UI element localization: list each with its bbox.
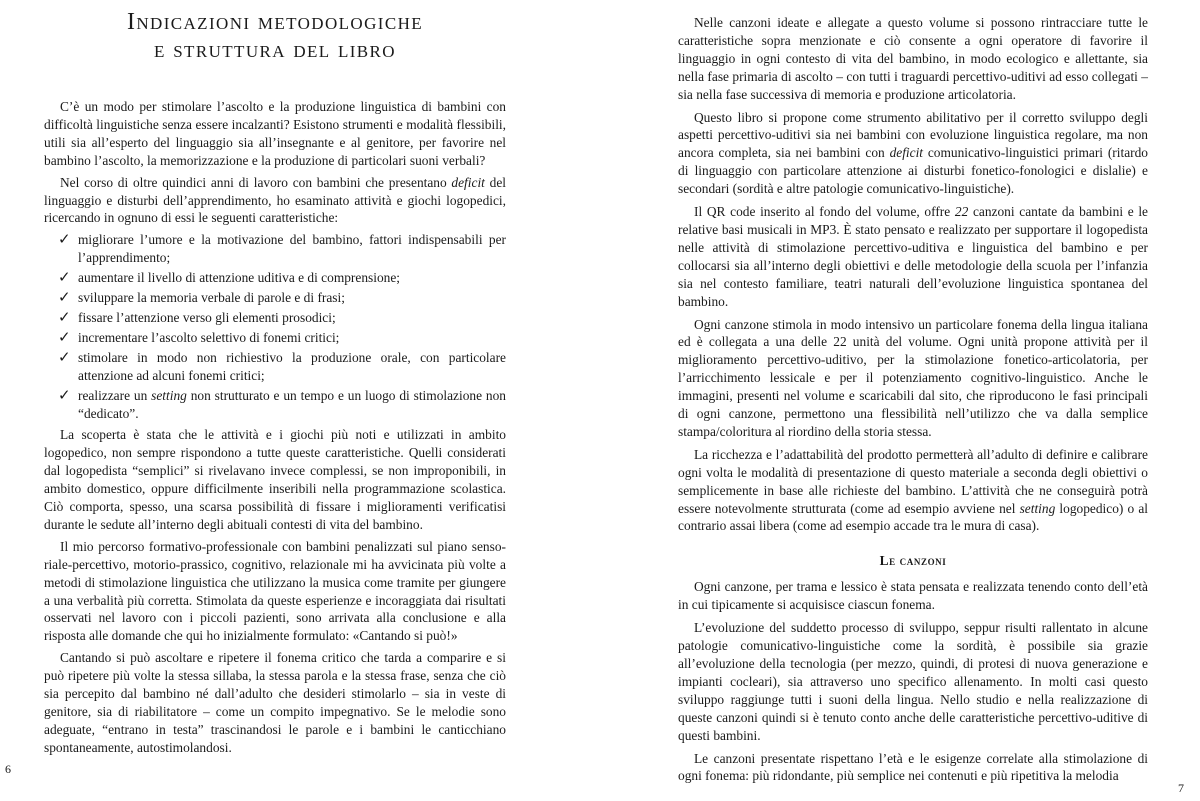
paragraph: Ogni canzone, per trama e lessico è stata pensata e realizzata tenendo conto dell’età in cui tipicamente si acquisisce ciascun fonema.	[678, 579, 1148, 613]
paragraph: La ricchezza e l’adattabilità del prodotto permetterà all’adulto di definire e calibrare ogni volta le modalità di presentazione di questo materiale a seconda degli obiettivi o semplicemente in base alle richieste del bambino. L’attività che ne conseguirà potrà essere notevolmente strutturata (come ad esempio avviene nel setting logopedico) o al contrario assai libera (come ad esempio accade tra le mura di casa).	[678, 446, 1148, 534]
checkmark-icon: ✓	[58, 288, 71, 307]
checkmark-icon: ✓	[58, 307, 71, 326]
checkmark-icon: ✓	[58, 385, 71, 404]
paragraph: Il mio percorso formativo-professionale con bambini penalizzati sul piano senso-riale-percettivo, motorio-prassico, cognitivo, relazionale mi ha avvicinata più volte a metodi di stimolazione linguistica che utilizzano la musica come tramite per giungere a una verbalità più corretta. Stimolata da queste esperienze e incoraggiata dai risultati osservati nel lavoro con i piccoli pazienti, sono arrivata alla conclusione e alla risposta alle domande che qui ho inizialmente formulato: «Cantando si può!»	[44, 538, 506, 644]
checkmark-icon: ✓	[58, 268, 71, 287]
checklist	[44, 231, 506, 422]
paragraph: Le canzoni presentate rispettano l’età e le esigenze correlate alla stimolazione di ogni fonema: più ridondante, più semplice nei contenuti e più ripetitiva la melodia	[678, 750, 1148, 784]
checklist-item: ✓ migliorare l’umore e la motivazione del bambino, fattori indispensabili per l’apprendimento;	[58, 230, 506, 266]
paragraph: Ogni canzone stimola in modo intensivo un particolare fonema della lingua italiana ed è collegata a una delle 22 unità del volume. Ogni unità propone attività per il miglioramento percettivo-uditivo, per la stimolazione fonetico-articolatoria, per l’arricchimento lessicale e per il potenziamento cognitivo-linguistico. Anche le immagini, presenti nel volume e scaricabili dal sito, che riproducono le fasi principali di ogni canzone, permettono una flessibilità nell’utilizzo che va dalla semplice stampa/coloritura al riordino della storia stessa.	[678, 316, 1148, 439]
checklist-item: ✓ fissare l’attenzione verso gli elementi prosodici;	[58, 307, 336, 326]
paragraph: Nel corso di oltre quindici anni di lavoro con bambini che presentano deficit del linguaggio e disturbi dell’apprendimento, ho esaminato attività e giochi logopedici, ricercando in ognuno di essi le seguenti caratteristiche:	[44, 174, 506, 226]
emphasis: 22	[954, 204, 969, 220]
checklist-item: ✓ aumentare il livello di attenzione uditiva e di comprensione;	[58, 268, 401, 287]
left-page-body	[44, 98, 506, 757]
chapter-title	[44, 8, 506, 64]
section-heading: Le canzoni	[879, 553, 947, 569]
paragraph: Cantando si può ascoltare e ripetere il fonema critico che tarda a comparire e si può ripetere più volte la stessa sillaba, la stessa parola e la stessa frase, senza che ciò sia percepito dal bambino né dall’adulto che desideri stimolarlo – sia in veste di genitore, sia di riabilitatore – come un compito impegnativo. Se le melodie sono adeguate, “entrano in testa” trascinandosi le parole e i bambini le canticchiano spontaneamente, autostimolandosi.	[44, 650, 506, 755]
paragraph: La scoperta è stata che le attività e i giochi più noti e utilizzati in ambito logopedico, non sempre rispondono a tutte queste caratteristiche. Quelli considerati dal logopedista “semplici” si rivelavano invece complessi, se non improponibili, in ambito domestico, oppure difficilmente inseribili nella programmazione scolastica. Ciò comporta, spesso, una scarsa possibilità di fissare i miglioramenti verificatisi durante le sedute all’interno degli abituali contesti di vita del bambino.	[44, 427, 506, 532]
chapter-title-line-1: Indicazioni metodologiche	[126, 9, 424, 35]
page-number-right: 7	[1178, 781, 1184, 795]
left-page	[44, 0, 506, 757]
paragraph: L’evoluzione del suddetto processo di sviluppo, seppur risulti rallentato in alcune patologie comunicativo-linguistiche come la sordità, è possibile sia grazie all’evoluzione della tecnologia (per mezzo, quindi, di protesi di nuova generazione e impianti cocleari), sia attraverso uno specifico allenamento. In molti casi questo sviluppo raggiunge tutti i suoni della lingua. Nello studio e nella realizzazione di queste canzoni quindi si è tenuto conto anche delle caratteristiche percettivo-uditive di questi bambini.	[678, 620, 1148, 743]
checklist-item: ✓ sviluppare la memoria verbale di parole e di frasi;	[58, 288, 345, 307]
paragraph: Il QR code inserito al fondo del volume, offre 22 canzoni cantate da bambini e le relative basi musicali in MP3. È stato pensato e realizzato per supportare il logopedista nelle attività di stimolazione percettivo-uditiva e linguistica del bambino e per collocarsi sia all’interno degli obiettivi e delle metodologie della scuola per l’infanzia sia nel contesto familiare, teatri naturali dell’evoluzione linguistica spontanea del bambino.	[678, 204, 1149, 309]
paragraph: Nelle canzoni ideate e allegate a questo volume si possono rintracciare tutte le caratteristiche sopra menzionate e ciò consente a ogni operatore di favorire il linguaggio in ogni contesto di vita del bambino, in modo ecologico e allettante, sia nella fase primaria di ascolto – con tutti i traguardi percettivo-uditivi ad esso collegati – sia nella fase successiva di memoria e produzione articolatoria.	[678, 15, 1148, 102]
emphasis: setting	[1019, 500, 1056, 516]
emphasis: deficit	[889, 145, 924, 161]
checklist-item: ✓ incrementare l’ascolto selettivo di fonemi critici;	[58, 327, 340, 346]
checkmark-icon: ✓	[58, 230, 71, 249]
checkmark-icon: ✓	[58, 327, 71, 346]
checklist-item: ✓ stimolare in modo non richiestivo la produzione orale, con particolare attenzione ad alcuni fonemi critici;	[58, 347, 506, 383]
right-page	[678, 14, 1148, 785]
checkmark-icon: ✓	[58, 347, 71, 366]
checklist-item: ✓ realizzare un setting non strutturato e un tempo e un luogo di stimolazione non “dedicato”.	[58, 385, 506, 421]
emphasis: setting	[151, 387, 187, 403]
paragraph: Questo libro si propone come strumento abilitativo per il corretto sviluppo degli aspetti percettivo-uditivi sia nei bambini con evoluzione linguistica regolare, ma non ancora completa, sia nei bambini con deficit comunicativo-linguistici primari (ritardo di linguaggio con particolare attenzione ai disturbi fonetico-fonologici e dislalie) e secondari (sordità e altre patologie comunicativo-linguistiche).	[678, 109, 1148, 197]
emphasis: deficit	[451, 174, 485, 190]
chapter-title-line-2: e struttura del libro	[154, 37, 396, 63]
paragraph: C’è un modo per stimolare l’ascolto e la produzione linguistica di bambini con difficoltà linguistiche senza essere incalzanti? Esistono strumenti e modalità flessibili, utili sia all’esperto del linguaggio sia all’insegnante e al genitore, per favorire nel bambino l’ascolto, la memorizzazione e la produzione di particolari suoni verbali?	[44, 99, 506, 168]
page-number-left: 6	[5, 762, 11, 776]
